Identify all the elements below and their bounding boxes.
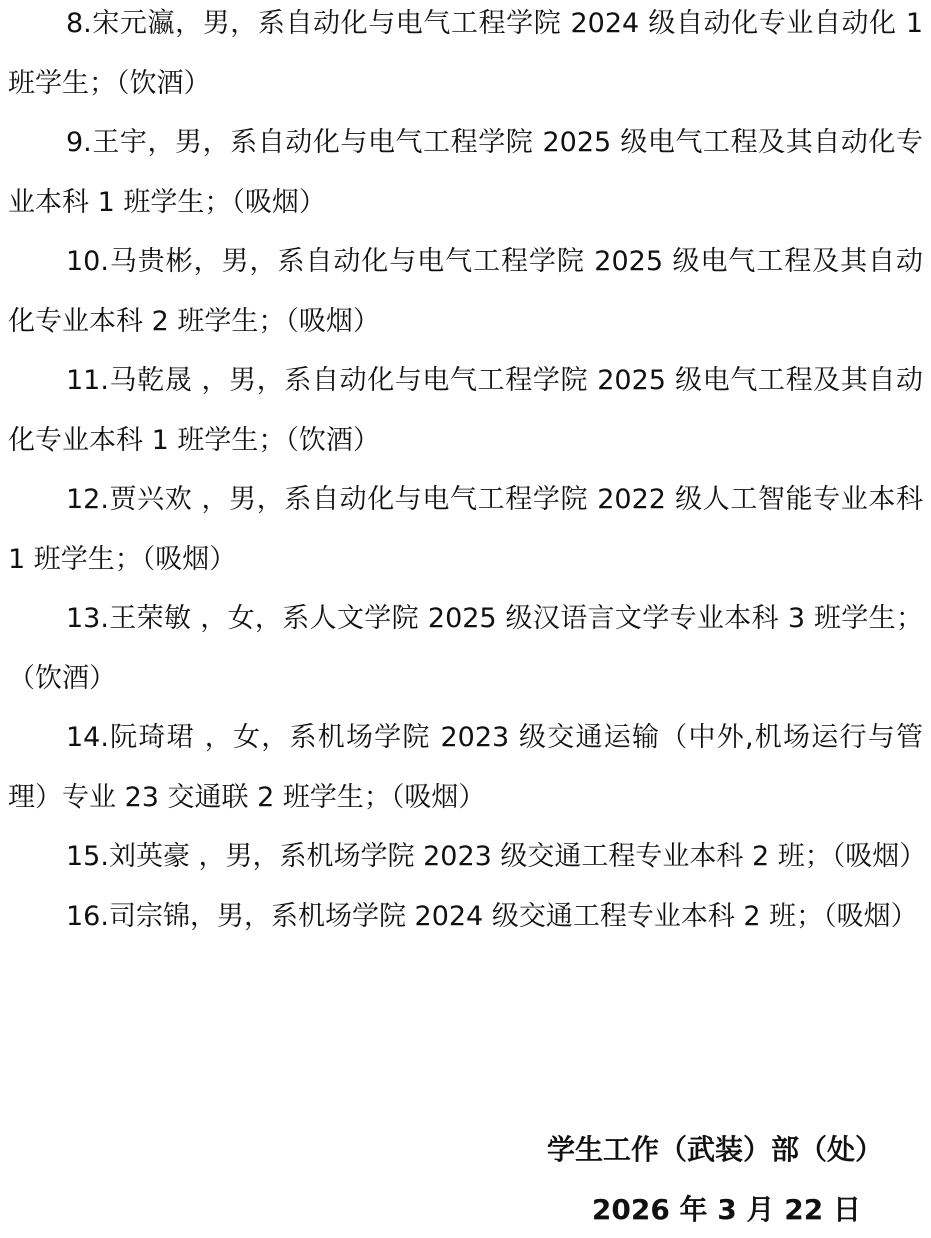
list-item: 9.王宇，男，系自动化与电气工程学院 2025 级电气工程及其自动化专业本科 1 班学生；（吸烟） [8,127,923,218]
list-item: 11.马乾晟 ，男，系自动化与电气工程学院 2025 级电气工程及其自动化专业本科 1 班学生；（饮酒） [8,365,923,456]
list-item: 14.阮琦珺 ，女，系机场学院 2023 级交通运输（中外,机场运行与管理）专业 23 交通联 2 班学生；（吸烟） [8,722,923,813]
issuing-department: 学生工作（武装）部（处） [546,1133,883,1166]
signature-block [547,1122,883,1238]
list-item: 8.宋元瀛，男，系自动化与电气工程学院 2024 级自动化专业自动化 1 班学生；（饮酒） [8,8,923,99]
issue-date: 2026 年 3 月 22 日 [591,1193,861,1226]
student-list [8,0,927,946]
list-item: 10.马贵彬，男，系自动化与电气工程学院 2025 级电气工程及其自动化专业本科 2 班学生；（吸烟） [8,246,923,337]
list-item: 16.司宗锦，男，系机场学院 2024 级交通工程专业本科 2 班；（吸烟） [66,900,918,932]
list-item: 13.王荣敏 ，女，系人文学院 2025 级汉语言文学专业本科 3 班学生；（饮酒） [8,603,923,694]
list-item: 15.刘英豪 ，男，系机场学院 2023 级交通工程专业本科 2 班；（吸烟） [66,841,927,872]
list-item: 12.贾兴欢 ，男，系自动化与电气工程学院 2022 级人工智能专业本科 1 班学生；（吸烟） [8,484,923,575]
